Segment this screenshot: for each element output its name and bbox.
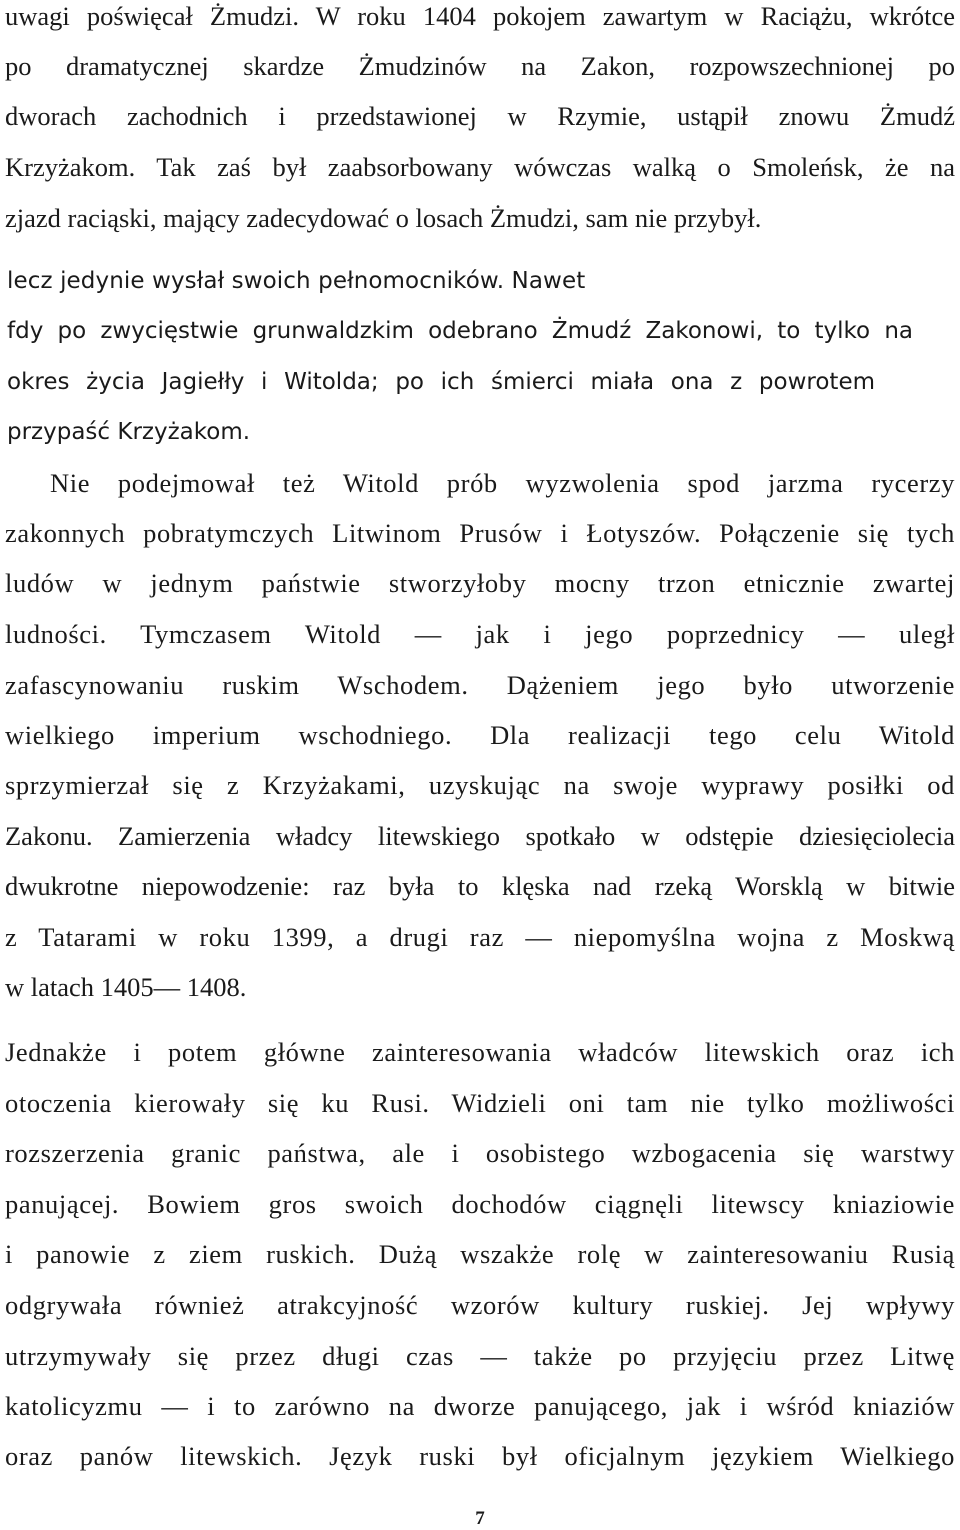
text-line: otoczenia kierowały się ku Rusi. Widzieli oni tam nie tylko możliwości — [5, 1088, 955, 1118]
paragraph-start-line: Jednakże i potem główne zainteresowania władców litewskich oraz ich — [5, 1037, 955, 1067]
text-line: dwukrotne niepowodzenie: raz była to klęska nad rzeką Worsklą w bitwie — [5, 871, 955, 901]
text-line: Krzyżakom. Tak zaś był zaabsorbowany wówczas walką o Smoleńsk, że na — [5, 152, 955, 182]
text-line: panującej. Bowiem gros swoich dochodów ciągnęli litewscy kniaziowie — [5, 1189, 955, 1219]
text-line: ludności. Tymczasem Witold — jak i jego poprzednicy — uległ — [5, 619, 955, 649]
text-line: dworach zachodnich i przedstawionej w Rzymie, ustąpił znowu Żmudź — [5, 101, 955, 131]
text-line: Zakonu. Zamierzenia władcy litewskiego spotkało w odstępie dziesięciolecia — [5, 821, 955, 851]
text-line: zjazd raciąski, mający zadecydować o losach Żmudzi, sam nie przybył. — [5, 203, 762, 233]
text-line: i panowie z ziem ruskich. Dużą wszakże rolę w zainteresowaniu Rusią — [5, 1239, 955, 1269]
paragraph-start-line: Nie podejmował też Witold prób wyzwolenia spod jarzma rycerzy — [50, 468, 955, 498]
text-line: utrzymywały się przez długi czas — także po przyjęciu przez Litwę — [5, 1341, 955, 1371]
text-line: rozszerzenia granic państwa, ale i osobistego wzbogacenia się warstwy — [5, 1138, 955, 1168]
text-line: odgrywała również atrakcyjność wzorów kultury ruskiej. Jej wpływy — [5, 1290, 955, 1320]
text-line: wielkiego imperium wschodniego. Dla realizacji tego celu Witold — [5, 720, 955, 750]
text-line: w latach 1405— 1408. — [5, 972, 247, 1002]
inserted-text-line: przypaść Krzyżakom. — [7, 419, 251, 445]
text-line: uwagi poświęcał Żmudzi. W roku 1404 pokojem zawartym w Raciążu, wkrótce — [5, 1, 955, 31]
text-line: po dramatycznej skardze Żmudzinów na Zakon, rozpowszechnionej po — [5, 51, 955, 81]
text-line: katolicyzmu — i to zarówno na dworze panującego, jak i wśród kniaziów — [5, 1391, 955, 1421]
inserted-text-line: lecz jedynie wysłał swoich pełnomocników. Nawet — [7, 268, 586, 294]
text-line: oraz panów litewskich. Język ruski był oficjalnym językiem Wielkiego — [5, 1441, 955, 1471]
text-line: zakonnych pobratymczych Litwinom Prusów i Łotyszów. Połączenie się tych — [5, 518, 955, 548]
inserted-text-line: fdy po zwycięstwie grunwaldzkim odebrano Żmudź Zakonowi, to tylko na — [7, 318, 913, 344]
page-number: 7 — [475, 1508, 485, 1529]
text-line: ludów w jednym państwie stworzyłoby mocny trzon etnicznie zwartej — [5, 568, 955, 598]
inserted-text-line: okres życia Jagiełły i Witolda; po ich śmierci miała ona z powrotem — [7, 369, 875, 395]
text-line: zafascynowaniu ruskim Wschodem. Dążeniem jego było utworzenie — [5, 670, 955, 700]
text-line: z Tatarami w roku 1399, a drugi raz — niepomyślna wojna z Moskwą — [5, 922, 955, 952]
text-line: sprzymierzał się z Krzyżakami, uzyskując na swoje wyprawy posiłki od — [5, 770, 955, 800]
